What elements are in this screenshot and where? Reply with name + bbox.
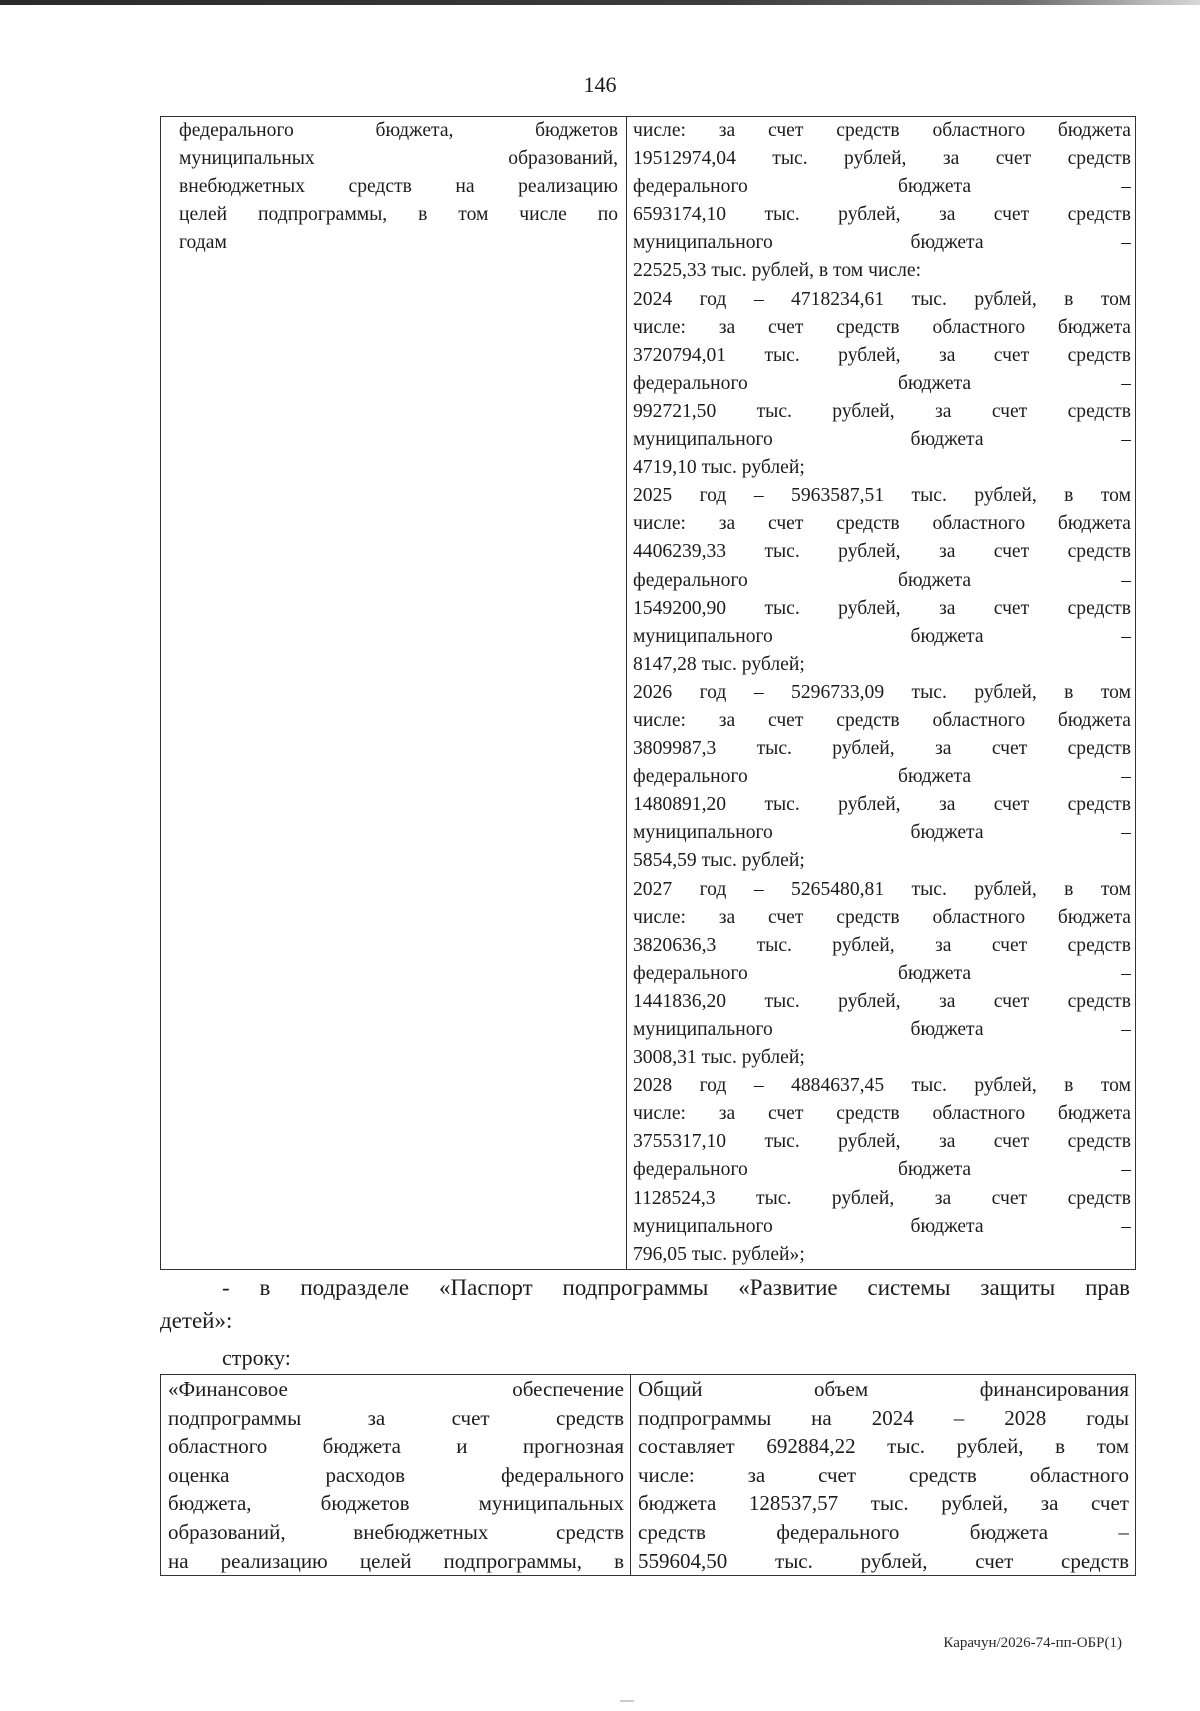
cell-line: 1128524,3 тыс. рублей, за счет средств xyxy=(633,1187,1131,1209)
cell-line: муниципального бюджета – xyxy=(633,429,1131,451)
cell-text xyxy=(633,117,1131,1269)
cell-line: годам xyxy=(179,232,227,254)
cell-line: «Финансовое обеспечение xyxy=(168,1377,624,1401)
table-row xyxy=(161,117,1136,1270)
cell-line: подпрограммы на 2024 – 2028 годы xyxy=(638,1405,1129,1430)
cell-line: 2026 год – 5296733,09 тыс. рублей, в том xyxy=(633,681,1131,703)
funding-table-continued xyxy=(160,116,1136,1270)
cell-line: образований, внебюджетных средств xyxy=(168,1519,624,1544)
cell-line: федерального бюджета – xyxy=(633,569,1131,591)
table-cell-label xyxy=(161,117,627,1270)
cell-line: оценка расходов федерального xyxy=(168,1462,624,1487)
cell-text xyxy=(179,117,618,257)
cell-line: федерального бюджета – xyxy=(633,176,1131,198)
table-cell-value xyxy=(631,1375,1136,1576)
cell-line: бюджета, бюджетов муниципальных xyxy=(168,1491,624,1516)
paragraph-row-label: строку: xyxy=(222,1345,291,1370)
scan-artifact xyxy=(620,1700,634,1702)
cell-line: числе: за счет средств областного бюджета xyxy=(633,316,1131,338)
cell-line: федерального бюджета – xyxy=(633,1159,1131,1181)
cell-line: средств федерального бюджета – xyxy=(638,1519,1129,1544)
cell-line: 4406239,33 тыс. рублей, за счет средств xyxy=(633,541,1131,563)
cell-line: 6593174,10 тыс. рублей, за счет средств xyxy=(633,204,1131,226)
cell-line: 2027 год – 5265480,81 тыс. рублей, в том xyxy=(633,878,1131,900)
cell-line: областного бюджета и прогнозная xyxy=(168,1434,624,1459)
cell-line: 2024 год – 4718234,61 тыс. рублей, в том xyxy=(633,288,1131,310)
cell-line: числе: за счет средств областного бюджета xyxy=(633,709,1131,731)
cell-line: 8147,28 тыс. рублей; xyxy=(633,653,805,675)
cell-line: муниципальных образований, xyxy=(179,148,618,170)
cell-line: 1480891,20 тыс. рублей, за счет средств xyxy=(633,794,1131,816)
cell-line: федерального бюджета – xyxy=(633,962,1131,984)
cell-line: 5854,59 тыс. рублей; xyxy=(633,850,805,872)
cell-line: 2028 год – 4884637,45 тыс. рублей, в том xyxy=(633,1075,1131,1097)
cell-line: на реализацию целей подпрограммы, в xyxy=(168,1548,624,1573)
cell-line: подпрограммы за счет средств xyxy=(168,1405,624,1430)
scan-top-edge xyxy=(0,0,1200,5)
cell-line: муниципального бюджета – xyxy=(633,1215,1131,1237)
cell-line: числе: за счет средств областного бюджета xyxy=(633,513,1131,535)
cell-line: бюджета 128537,57 тыс. рублей, за счет xyxy=(638,1491,1129,1516)
cell-line: числе: за счет средств областного xyxy=(638,1462,1129,1487)
cell-line: 4719,10 тыс. рублей; xyxy=(633,457,805,479)
table-cell-value xyxy=(627,117,1136,1270)
cell-line: Общий объем финансирования xyxy=(638,1377,1129,1401)
cell-line: 3809987,3 тыс. рублей, за счет средств xyxy=(633,738,1131,760)
table-row xyxy=(161,1375,1136,1576)
cell-line: муниципального бюджета – xyxy=(633,625,1131,647)
cell-line: 22525,33 тыс. рублей, в том числе: xyxy=(633,260,922,282)
paragraph-subsection: - в подразделе «Паспорт подпрограммы «Развитие системы защиты прав xyxy=(222,1275,1130,1300)
cell-line: 3008,31 тыс. рублей; xyxy=(633,1047,805,1069)
cell-line: муниципального бюджета – xyxy=(633,232,1131,254)
cell-line: 2025 год – 5963587,51 тыс. рублей, в том xyxy=(633,485,1131,507)
cell-line: целей подпрограммы, в том числе по xyxy=(179,204,618,226)
cell-line: числе: за счет средств областного бюджета xyxy=(633,120,1131,141)
cell-line: 559604,50 тыс. рублей, счет средств xyxy=(638,1548,1129,1573)
cell-text xyxy=(168,1375,624,1575)
cell-line: 1441836,20 тыс. рублей, за счет средств xyxy=(633,990,1131,1012)
cell-line: числе: за счет средств областного бюджета xyxy=(633,906,1131,928)
cell-line: муниципального бюджета – xyxy=(633,1019,1131,1040)
cell-line: внебюджетных средств на реализацию xyxy=(179,176,618,198)
paragraph-subsection-continued: детей»: xyxy=(160,1308,233,1333)
cell-line: федерального бюджета – xyxy=(633,372,1131,394)
cell-line: 19512974,04 тыс. рублей, за счет средств xyxy=(633,148,1131,170)
cell-line: 3755317,10 тыс. рублей, за счет средств xyxy=(633,1131,1131,1153)
cell-line: 796,05 тыс. рублей»; xyxy=(633,1243,805,1265)
cell-line: муниципального бюджета – xyxy=(633,822,1131,844)
cell-line: 3820636,3 тыс. рублей, за счет средств xyxy=(633,934,1131,956)
funding-table-subprogram xyxy=(160,1374,1136,1576)
cell-line: составляет 692884,22 тыс. рублей, в том xyxy=(638,1434,1129,1459)
cell-line: федерального бюджета, бюджетов xyxy=(179,120,618,141)
cell-line: федерального бюджета – xyxy=(633,766,1131,788)
document-code: Карачун/2026-74-пп-ОБР(1) xyxy=(943,1635,1122,1651)
cell-line: 1549200,90 тыс. рублей, за счет средств xyxy=(633,597,1131,619)
cell-line: 992721,50 тыс. рублей, за счет средств xyxy=(633,400,1131,422)
cell-text xyxy=(638,1375,1129,1575)
cell-line: числе: за счет средств областного бюджета xyxy=(633,1103,1131,1125)
page-number: 146 xyxy=(583,72,617,97)
table-cell-label xyxy=(161,1375,631,1576)
cell-line: 3720794,01 тыс. рублей, за счет средств xyxy=(633,344,1131,366)
